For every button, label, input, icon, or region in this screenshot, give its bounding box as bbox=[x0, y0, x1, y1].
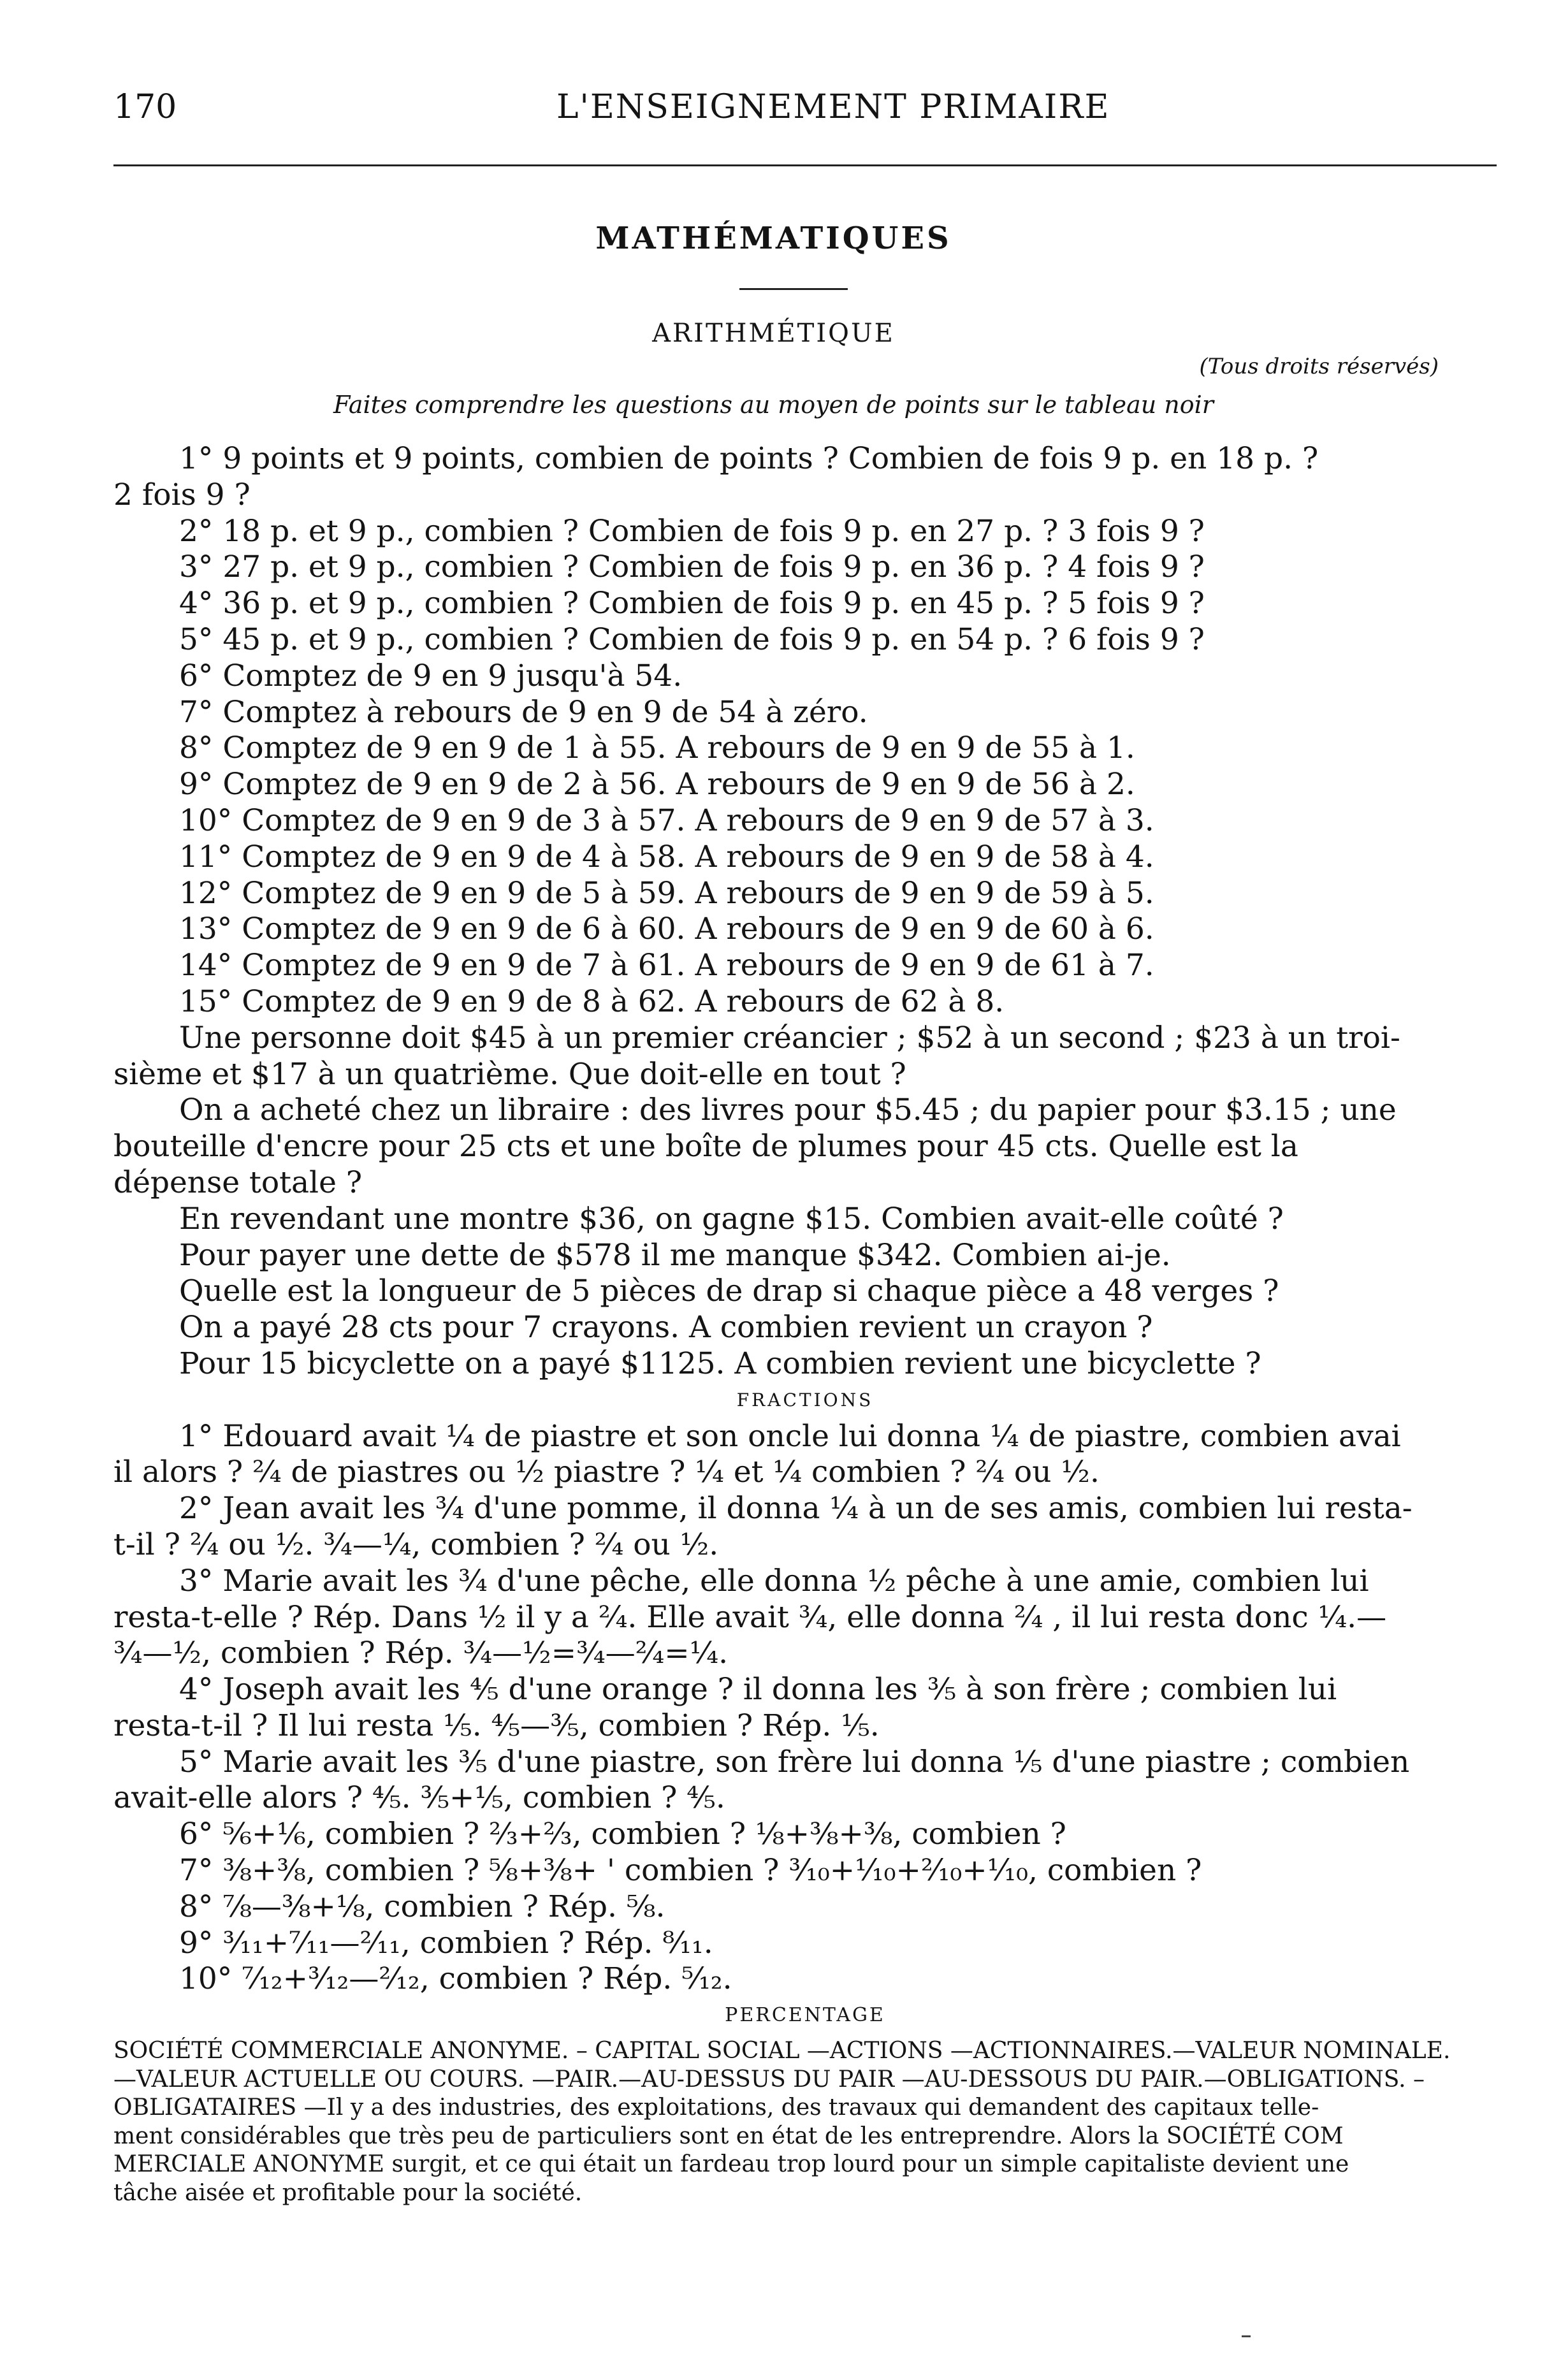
exercise-line: 5° 45 p. et 9 p., combien ? Combien de fois 9 p. en 54 p. ? 6 fois 9 ? bbox=[179, 621, 1205, 657]
exercise-line: 9° Comptez de 9 en 9 de 2 à 56. A rebours de 9 en 9 de 56 à 2. bbox=[179, 767, 1135, 802]
fraction-line: ¾—½, combien ? Rép. ¾—½=¾—²⁄₄=¼. bbox=[113, 1636, 729, 1671]
fraction-line: 9° ³⁄₁₁+⁷⁄₁₁—²⁄₁₁, combien ? Rép. ⁸⁄₁₁. bbox=[179, 1925, 713, 1961]
fraction-line: resta-t-elle ? Rép. Dans ½ il y a ²⁄₄. Elle avait ¾, elle donna ²⁄₄ , il lui resta donc ¼.— bbox=[113, 1599, 1387, 1635]
problem-line: sième et $17 à un quatrième. Que doit-elle en tout ? bbox=[113, 1056, 906, 1092]
rights-notice: (Tous droits réservés) bbox=[1199, 354, 1439, 379]
subtitle: ARITHMÉTIQUE bbox=[652, 319, 895, 348]
section-title: MATHÉMATIQUES bbox=[595, 221, 952, 256]
exercise-line: 8° Comptez de 9 en 9 de 1 à 55. A rebours de 9 en 9 de 55 à 1. bbox=[179, 730, 1135, 766]
paragraph-line: OBLIGATAIRES —Il y a des industries, des exploitations, des travaux qui demandent des capitaux telle- bbox=[113, 2094, 1319, 2121]
fraction-line: 2° Jean avait les ¾ d'une pomme, il donna ¼ à un de ses amis, combien lui resta- bbox=[179, 1491, 1413, 1527]
percentage-paragraph bbox=[113, 2037, 1497, 2207]
paragraph-line: tâche aisée et profitable pour la société. bbox=[113, 2179, 583, 2206]
exercise-line: 4° 36 p. et 9 p., combien ? Combien de fois 9 p. en 45 p. ? 5 fois 9 ? bbox=[179, 586, 1205, 621]
title-divider bbox=[739, 288, 848, 290]
fraction-line: 5° Marie avait les ⅗ d'une piastre, son frère lui donna ⅕ d'une piastre ; combien bbox=[179, 1744, 1410, 1780]
exercise-line: 6° Comptez de 9 en 9 jusqu'à 54. bbox=[179, 658, 683, 693]
problem-line: bouteille d'encre pour 25 cts et une boîte de plumes pour 45 cts. Quelle est la bbox=[113, 1129, 1298, 1165]
exercise-line: 7° Comptez à rebours de 9 en 9 de 54 à zéro. bbox=[179, 694, 868, 730]
problem-line: dépense totale ? bbox=[113, 1165, 363, 1200]
exercise-block bbox=[113, 441, 1497, 2034]
problem-line: On a acheté chez un libraire : des livres pour $5.45 ; du papier pour $3.15 ; une bbox=[179, 1092, 1397, 1128]
exercise-line: 15° Comptez de 9 en 9 de 8 à 62. A rebours de 62 à 8. bbox=[179, 983, 1005, 1019]
paragraph-line: MERCIALE ANONYME surgit, et ce qui était un fardeau trop lourd pour un simple capitaliste devient une bbox=[113, 2151, 1349, 2177]
fraction-line: 7° ⅜+⅜, combien ? ⅝+⅜+ ' combien ? ³⁄₁₀+¹⁄₁₀+²⁄₁₀+¹⁄₁₀, combien ? bbox=[179, 1853, 1202, 1889]
footer-mark bbox=[1242, 2335, 1251, 2337]
exercise-line: 1° 9 points et 9 points, combien de points ? Combien de fois 9 p. en 18 p. ? bbox=[179, 441, 1319, 476]
exercise-line: 11° Comptez de 9 en 9 de 4 à 58. A rebours de 9 en 9 de 58 à 4. bbox=[179, 839, 1154, 874]
fraction-line: 4° Joseph avait les ⅘ d'une orange ? il donna les ⅗ à son frère ; combien lui bbox=[179, 1672, 1337, 1708]
fraction-line: t-il ? ²⁄₄ ou ½. ¾—¼, combien ? ²⁄₄ ou ½. bbox=[113, 1527, 719, 1562]
problem-line: En revendant une montre $36, on gagne $15. Combien avait-elle coûté ? bbox=[179, 1201, 1284, 1237]
exercise-line: 10° Comptez de 9 en 9 de 3 à 57. A rebours de 9 en 9 de 57 à 3. bbox=[179, 802, 1154, 838]
fraction-line: resta-t-il ? Il lui resta ⅕. ⅘—⅗, combien ? Rép. ⅕. bbox=[113, 1708, 880, 1743]
page-header bbox=[113, 88, 1516, 133]
exercise-line: 12° Comptez de 9 en 9 de 5 à 59. A rebours de 9 en 9 de 59 à 5. bbox=[179, 875, 1154, 911]
paragraph-line: —VALEUR ACTUELLE OU COURS. —PAIR.—AU-DESSUS DU PAIR —AU-DESSOUS DU PAIR.—OBLIGATIONS. – bbox=[113, 2066, 1425, 2093]
problem-line: Pour 15 bicyclette on a payé $1125. A combien revient une bicyclette ? bbox=[179, 1346, 1261, 1381]
fractions-heading: FRACTIONS bbox=[736, 1389, 874, 1411]
percentage-heading: PERCENTAGE bbox=[725, 2004, 885, 2027]
exercise-line: 2 fois 9 ? bbox=[113, 477, 251, 512]
paragraph-line: SOCIÉTÉ COMMERCIALE ANONYME. – CAPITAL SOCIAL —ACTIONS —ACTIONNAIRES.—VALEUR NOMINALE. bbox=[113, 2038, 1451, 2064]
instruction: Faites comprendre les questions au moyen de points sur le tableau noir bbox=[333, 391, 1214, 419]
header-rule bbox=[113, 164, 1497, 166]
fraction-line: 3° Marie avait les ¾ d'une pêche, elle donna ½ pêche à une amie, combien lui bbox=[179, 1563, 1369, 1599]
fraction-line: avait-elle alors ? ⅘. ⅗+⅕, combien ? ⅘. bbox=[113, 1780, 725, 1816]
fraction-line: 1° Edouard avait ¼ de piastre et son oncle lui donna ¼ de piastre, combien avai bbox=[179, 1418, 1401, 1454]
fraction-line: 8° ⅞—⅜+⅛, combien ? Rép. ⅝. bbox=[179, 1889, 665, 1924]
problem-line: Pour payer une dette de $578 il me manque $342. Combien ai-je. bbox=[179, 1237, 1171, 1273]
problem-line: Une personne doit $45 à un premier créancier ; $52 à un second ; $23 à un troi- bbox=[179, 1020, 1400, 1056]
problem-line: On a payé 28 cts pour 7 crayons. A combien revient un crayon ? bbox=[179, 1310, 1153, 1346]
fraction-line: 10° ⁷⁄₁₂+³⁄₁₂—²⁄₁₂, combien ? Rép. ⁵⁄₁₂. bbox=[179, 1961, 732, 1997]
page-number: 170 bbox=[113, 88, 177, 126]
exercise-line: 14° Comptez de 9 en 9 de 7 à 61. A rebours de 9 en 9 de 61 à 7. bbox=[179, 948, 1154, 983]
exercise-line: 3° 27 p. et 9 p., combien ? Combien de fois 9 p. en 36 p. ? 4 fois 9 ? bbox=[179, 549, 1205, 585]
exercise-line: 13° Comptez de 9 en 9 de 6 à 60. A rebours de 9 en 9 de 60 à 6. bbox=[179, 911, 1154, 947]
running-title: L'ENSEIGNEMENT PRIMAIRE bbox=[556, 88, 1110, 126]
paragraph-line: ment considérables que très peu de particuliers sont en état de les entreprendre. Alors la SOCIÉTÉ COM bbox=[113, 2122, 1344, 2149]
fraction-line: 6° ⅚+⅙, combien ? ⅔+⅔, combien ? ⅛+⅜+⅜, combien ? bbox=[179, 1817, 1066, 1852]
problem-line: Quelle est la longueur de 5 pièces de drap si chaque pièce a 48 verges ? bbox=[179, 1273, 1279, 1309]
fraction-line: il alors ? ²⁄₄ de piastres ou ½ piastre ? ¼ et ¼ combien ? ²⁄₄ ou ½. bbox=[113, 1455, 1100, 1490]
exercise-line: 2° 18 p. et 9 p., combien ? Combien de fois 9 p. en 27 p. ? 3 fois 9 ? bbox=[179, 513, 1205, 549]
